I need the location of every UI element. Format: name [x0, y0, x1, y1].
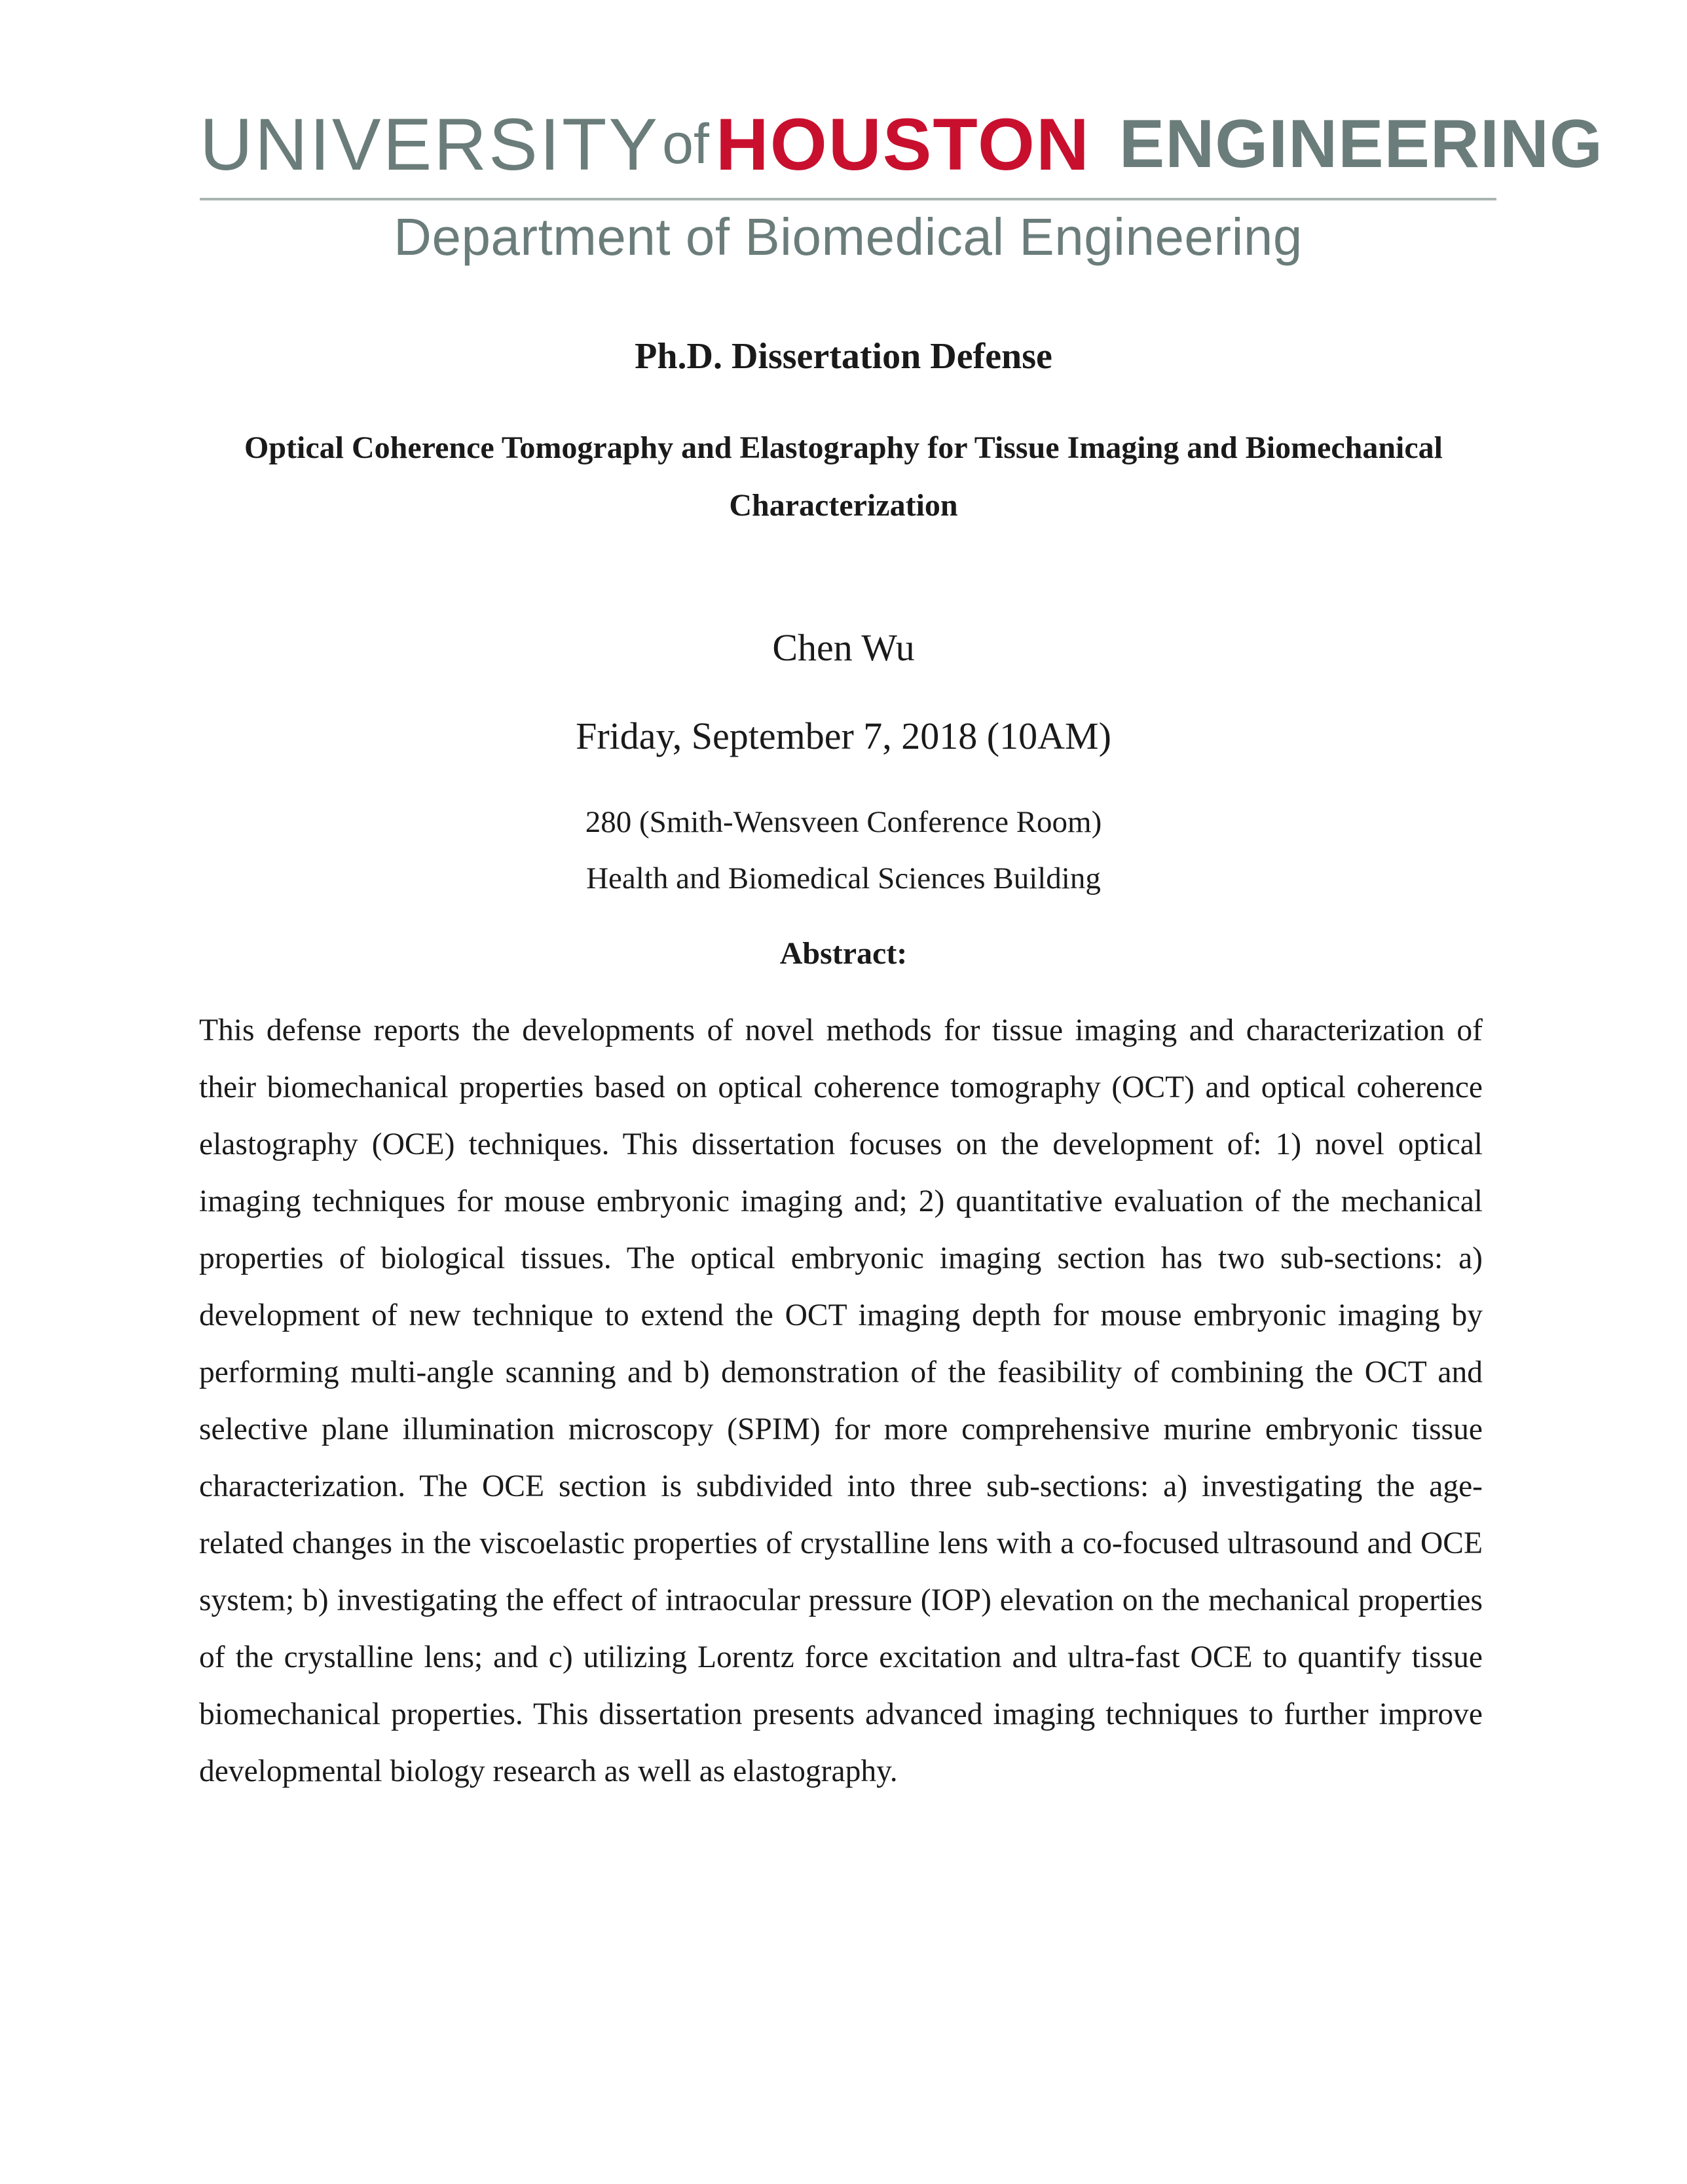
candidate-name: Chen Wu: [772, 626, 915, 669]
letterhead: [200, 98, 1603, 267]
defense-building: Health and Biomedical Sciences Building: [586, 861, 1101, 895]
university-logo: [200, 98, 1603, 190]
logo-engineering-text: ENGINEERING: [1119, 105, 1603, 182]
logo-houston-text: HOUSTON: [715, 103, 1090, 185]
department-name: Department of Biomedical Engineering: [394, 208, 1303, 266]
defense-title: Ph.D. Dissertation Defense: [635, 336, 1052, 377]
dissertation-title: Optical Coherence Tomography and Elastography for Tissue Imaging and Biomechanical Characterization: [244, 430, 1443, 523]
defense-datetime: Friday, September 7, 2018 (10AM): [576, 715, 1111, 757]
header-rule: [200, 198, 1496, 200]
abstract-heading: Abstract:: [779, 936, 908, 971]
abstract-body: This defense reports the developments of novel methods for tissue imaging and characterization of their biomechanical properties based on optical coherence tomography (OCT) and optical coherence elastography (OCE) techniques. This dissertation focuses on the development of: 1) novel optical imaging techniques for mouse embryonic imaging and; 2) quantitative evaluation of the mechanical properties of biological tissues. The optical embryonic imaging section has two sub-sections: a) development of new technique to extend the OCT imaging depth for mouse embryonic imaging by performing multi-angle scanning and b) demonstration of the feasibility of combining the OCT and selective plane illumination microscopy (SPIM) for more comprehensive murine embryonic tissue characterization. The OCE section is subdivided into three sub-sections: a) investigating the age-related changes in the viscoelastic properties of crystalline lens with a co-focused ultrasound and OCE system; b) investigating the effect of intraocular pressure (IOP) elevation on the mechanical properties of the crystalline lens; and c) utilizing Lorentz force excitation and ultra-fast OCE to quantify tissue biomechanical properties. This dissertation presents advanced imaging techniques to further improve developmental biology research as well as elastography.: [199, 1013, 1483, 1788]
logo-of-text: of: [662, 112, 709, 176]
defense-room: 280 (Smith-Wensveen Conference Room): [585, 805, 1102, 839]
logo-university-text: UNIVERSITY: [200, 103, 660, 185]
